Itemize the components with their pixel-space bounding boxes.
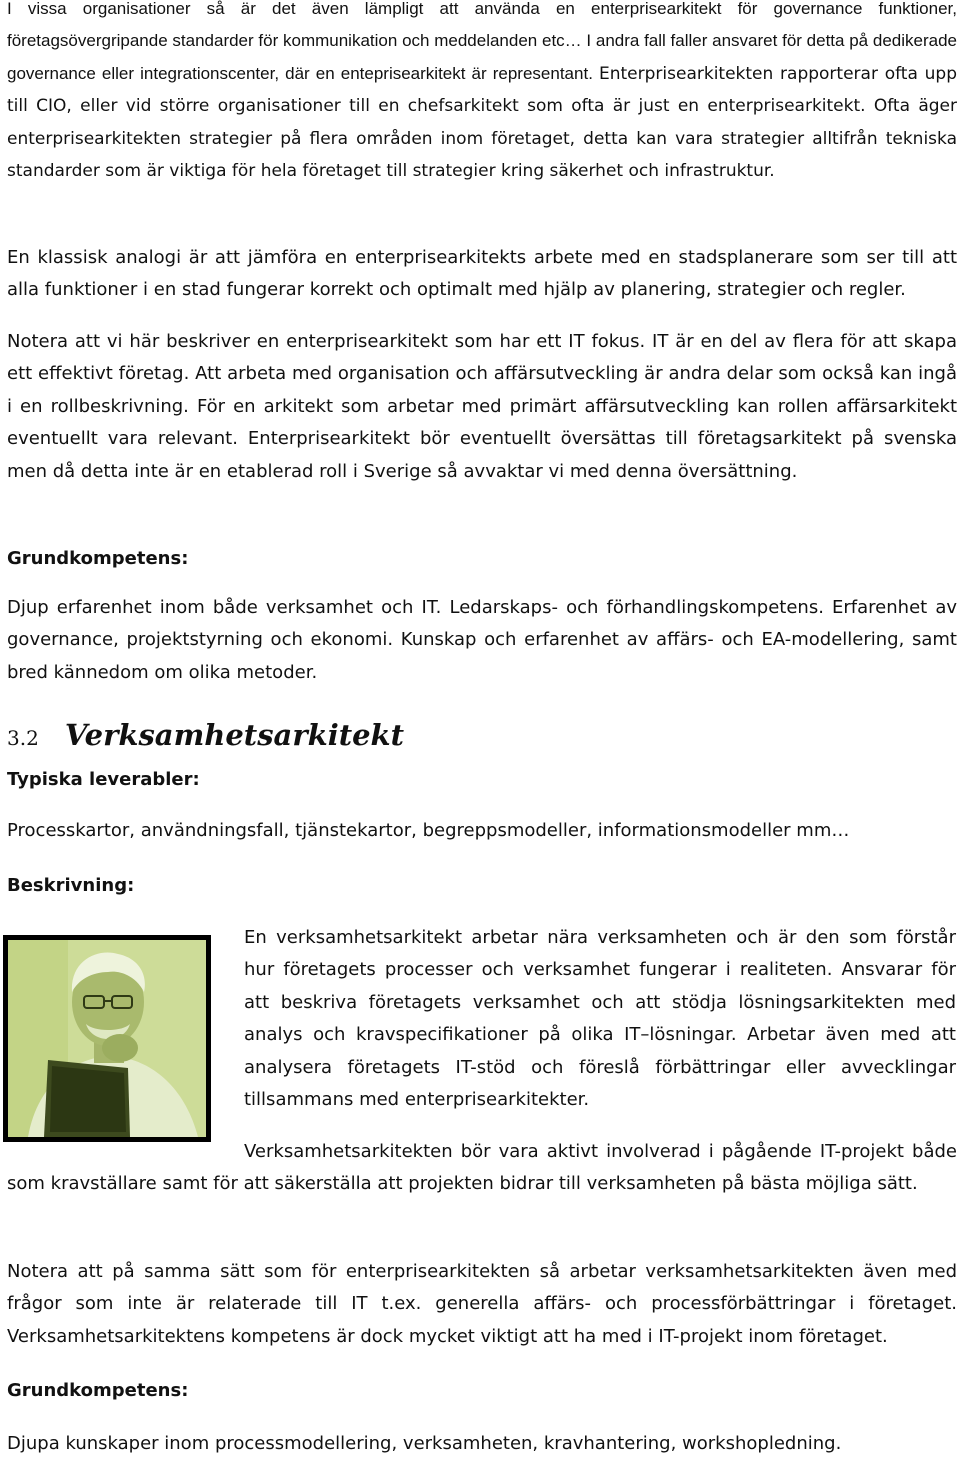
photo-illustration bbox=[8, 940, 206, 1137]
grundkompetens-text-1: Djup erfarenhet inom både verksamhet och IT. Ledarskaps- och förhandlingskompetens. Erfarenhet av governance, projektstyrning och ekonomi. Kunskap och erfarenhet av affärs- och EA-modellering, samt bred kännedom om olika metoder. bbox=[7, 597, 957, 683]
section-title: Verksamhetsarkitekt bbox=[64, 718, 405, 752]
typiska-leverabler-text: Processkartor, användningsfall, tjänstekartor, begreppsmodeller, informationsmodeller mm… bbox=[7, 820, 850, 841]
paragraph-governance-part2: Enterprisearkitekten rapporterar ofta upp till CIO, eller vid större organisationer till en chefsarkitekt som ofta är just en enterprisearkitekt. Ofta äger enterprisearkitekten strategier på flera områden inom företaget, detta kan vara strategier alltifrån tekniska standarder som är viktiga för hela företaget till strategier kring säkerhet och infrastruktur. bbox=[7, 63, 957, 182]
grundkompetens-heading-1: Grundkompetens: bbox=[7, 548, 189, 569]
paragraph-analogy: En klassisk analogi är att jämföra en enterprisearkitekts arbete med en stadsplanerare som ser till att alla funktioner i en stad fungerar korrekt och optimalt med hjälp av planering, strategier och regler. bbox=[7, 247, 957, 301]
typiska-leverabler-heading: Typiska leverabler: bbox=[7, 769, 200, 790]
grundkompetens-text-2: Djupa kunskaper inom processmodellering, verksamheten, kravhantering, workshopledning. bbox=[7, 1433, 842, 1454]
man-with-laptop-photo bbox=[3, 935, 211, 1142]
grundkompetens-heading-2: Grundkompetens: bbox=[7, 1380, 189, 1401]
paragraph-it-focus: Notera att vi här beskriver en enterprisearkitekt som har ett IT fokus. IT är en del av flera för att skapa ett effektivt företag. Att arbeta med organisation och affärsutveckling är andra delar som också kan ingå i en rollbeskrivning. För en arkitekt som arbetar med primärt affärsutveckling kan rollen affärsarkitekt eventuellt vara relevant. Enterprisearkitekt bör eventuellt översättas till företagsarkitekt på svenska men då detta inte är en etablerad roll i Sverige så avvaktar vi med denna översättning. bbox=[7, 331, 957, 482]
beskrivning-continued: Verksamhetsarkitekten bör vara aktivt involverad i pågående IT-projekt både som kravställare samt för att säkerställa att projekten bidrar till verksamheten på bästa möjliga sätt. bbox=[7, 1141, 957, 1195]
section-heading bbox=[7, 718, 404, 752]
beskrivning-text: En verksamhetsarkitekt arbetar nära verksamheten och är den som förstår hur företagets processer och verksamhet fungerar i realiteten. Ansvarar för att beskriva företagets verksamhet och att stödja lösningsarkitekten med analys och kravspecifikationer på olika IT–lösningar. Arbetar även med att analysera företagets IT-stöd och föreslå förbättringar eller avvecklingar tillsammans med enterprisearkitekter. bbox=[244, 927, 956, 1111]
beskrivning-heading: Beskrivning: bbox=[7, 875, 135, 896]
paragraph-governance bbox=[7, 0, 957, 187]
section-number: 3.2 bbox=[7, 726, 39, 750]
paragraph-notera: Notera att på samma sätt som för enterprisearkitekten så arbetar verksamhetsarkitekten även med frågor som inte är relaterade till IT t.ex. generella affärs- och processförbättringar i företaget. Verksamhetsarkitektens kompetens är dock mycket viktigt att ha med i IT-projekt inom företaget. bbox=[7, 1261, 957, 1347]
paragraph-governance-part1: I vissa organisationer så är det även lämpligt att använda en enterprisearkitekt för governance funktioner, företagsövergripande standarder för kommunikation och meddelanden etc… I andra fall faller ansvaret för detta på dedikerade governance eller integrationscenter, där en enteprisearkitekt är representant. bbox=[7, 0, 957, 83]
